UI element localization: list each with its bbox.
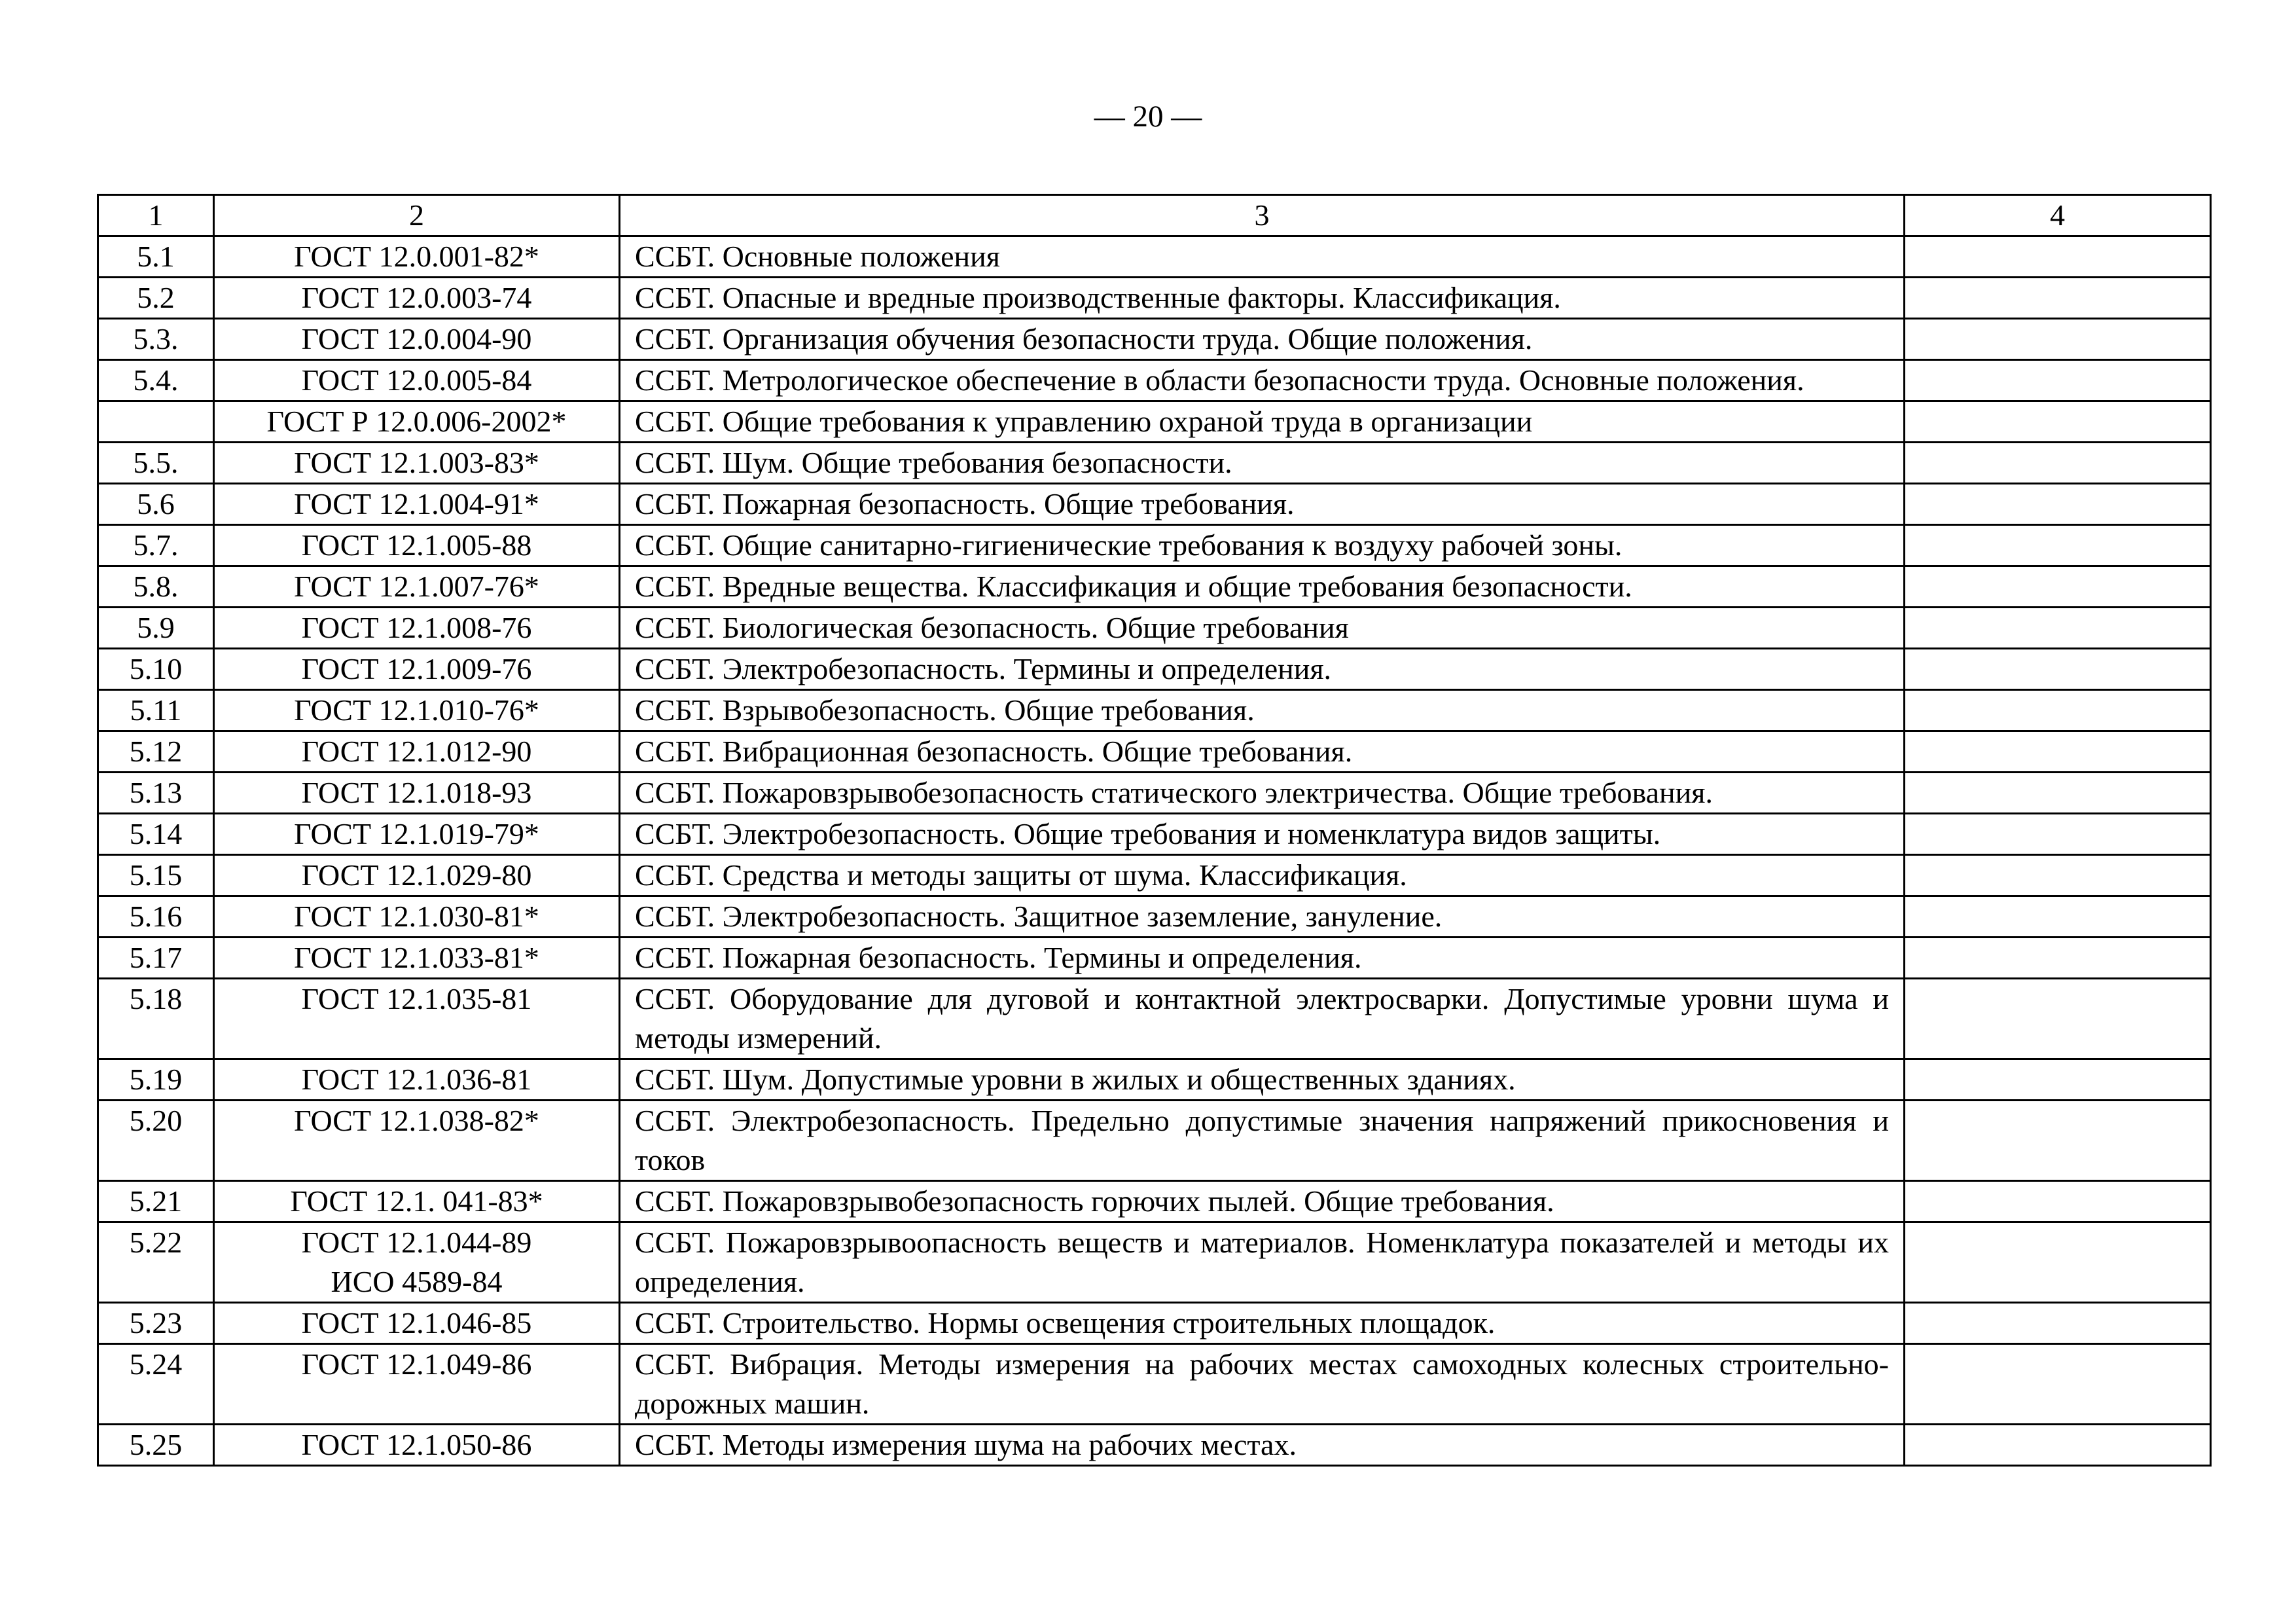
row-number: 5.2 [98, 278, 214, 319]
standard-code: ГОСТ 12.1.035-81 [301, 982, 532, 1015]
column-header-2: 2 [214, 195, 620, 236]
standard-code: ГОСТ 12.1.007-76* [294, 570, 539, 603]
standard-code-cell [214, 401, 620, 443]
standard-code-cell [214, 690, 620, 731]
column-header-1: 1 [98, 195, 214, 236]
standard-code-cell [214, 443, 620, 484]
note-cell [1905, 855, 2211, 896]
standard-title: ССБТ. Строительство. Нормы освещения строительных площадок. [620, 1303, 1905, 1344]
table-header-row [98, 195, 2211, 236]
standard-code-cell [214, 319, 620, 360]
standard-code: ГОСТ 12.1.005-88 [301, 528, 532, 562]
standard-code: ГОСТ 12.1.044-89 [301, 1226, 532, 1259]
table-row [98, 649, 2211, 690]
standard-code-cell [214, 855, 620, 896]
standard-title: ССБТ. Электробезопасность. Предельно допустимые значения напряжений прикосновения и токов [620, 1101, 1905, 1181]
row-number: 5.12 [98, 731, 214, 773]
column-header-3: 3 [620, 195, 1905, 236]
standard-code-cell [214, 814, 620, 855]
standard-code: ГОСТ 12.1.033-81* [294, 941, 539, 974]
standard-title: ССБТ. Оборудование для дуговой и контактной электросварки. Допустимые уровни шума и методы измерений. [620, 979, 1905, 1059]
row-number: 5.8. [98, 566, 214, 608]
row-number: 5.21 [98, 1181, 214, 1222]
standard-title: ССБТ. Взрывобезопасность. Общие требования. [620, 690, 1905, 731]
row-number: 5.18 [98, 979, 214, 1059]
standard-code-cell [214, 236, 620, 278]
row-number: 5.16 [98, 896, 214, 938]
standard-title: ССБТ. Биологическая безопасность. Общие требования [620, 608, 1905, 649]
table-row [98, 690, 2211, 731]
standard-code-cell [214, 1344, 620, 1425]
page-number: — 20 — [1094, 100, 1202, 134]
standard-code-cell [214, 525, 620, 566]
note-cell [1905, 979, 2211, 1059]
standard-title: ССБТ. Шум. Допустимые уровни в жилых и общественных зданиях. [620, 1059, 1905, 1101]
note-cell [1905, 1303, 2211, 1344]
note-cell [1905, 1101, 2211, 1181]
table-row [98, 979, 2211, 1059]
standards-table [97, 194, 2212, 1467]
standard-code: ГОСТ 12.0.004-90 [301, 322, 532, 356]
row-number [98, 401, 214, 443]
standard-title: ССБТ. Пожаровзрывобезопасность горючих пылей. Общие требования. [620, 1181, 1905, 1222]
note-cell [1905, 896, 2211, 938]
note-cell [1905, 731, 2211, 773]
table-row [98, 1181, 2211, 1222]
note-cell [1905, 814, 2211, 855]
table-row [98, 608, 2211, 649]
standard-code: ГОСТ 12.1.010-76* [294, 693, 539, 727]
standard-code-cell [214, 1181, 620, 1222]
standard-title: ССБТ. Электробезопасность. Общие требования и номенклатура видов защиты. [620, 814, 1905, 855]
standard-code: ГОСТ 12.0.003-74 [301, 281, 532, 314]
standard-code: ГОСТ 12.1.046-85 [301, 1306, 532, 1340]
standard-code: ГОСТ 12.1.004-91* [294, 487, 539, 520]
note-cell [1905, 1181, 2211, 1222]
standard-title: ССБТ. Вибрационная безопасность. Общие требования. [620, 731, 1905, 773]
standard-code-cell [214, 649, 620, 690]
standard-code: ГОСТ 12.1.038-82* [294, 1104, 539, 1137]
table-row [98, 566, 2211, 608]
row-number: 5.22 [98, 1222, 214, 1303]
standard-code-cell [214, 1101, 620, 1181]
standard-code-cell [214, 360, 620, 401]
note-cell [1905, 1222, 2211, 1303]
standard-code-cell [214, 566, 620, 608]
standard-code: ГОСТ Р 12.0.006-2002* [266, 405, 567, 438]
note-cell [1905, 401, 2211, 443]
note-cell [1905, 278, 2211, 319]
standard-title: ССБТ. Шум. Общие требования безопасности. [620, 443, 1905, 484]
standard-code: ГОСТ 12.1. 041-83* [290, 1184, 543, 1218]
table-row [98, 1344, 2211, 1425]
note-cell [1905, 525, 2211, 566]
table-row [98, 1101, 2211, 1181]
standard-code: ГОСТ 12.1.009-76 [301, 652, 532, 685]
standard-code-cell [214, 1059, 620, 1101]
row-number: 5.13 [98, 773, 214, 814]
standard-title: ССБТ. Вредные вещества. Классификация и общие требования безопасности. [620, 566, 1905, 608]
standard-code: ГОСТ 12.1.012-90 [301, 735, 532, 768]
standard-code: ГОСТ 12.0.005-84 [301, 363, 532, 397]
row-number: 5.1 [98, 236, 214, 278]
table-row [98, 401, 2211, 443]
standard-title: ССБТ. Электробезопасность. Термины и определения. [620, 649, 1905, 690]
row-number: 5.5. [98, 443, 214, 484]
table-row [98, 236, 2211, 278]
standard-code-cell [214, 1425, 620, 1466]
table-row [98, 731, 2211, 773]
standard-title: ССБТ. Общие санитарно-гигиенические требования к воздуху рабочей зоны. [620, 525, 1905, 566]
standard-code: ГОСТ 12.1.008-76 [301, 611, 532, 644]
row-number: 5.19 [98, 1059, 214, 1101]
standard-code-cell [214, 773, 620, 814]
note-cell [1905, 1059, 2211, 1101]
note-cell [1905, 649, 2211, 690]
table-row [98, 1222, 2211, 1303]
row-number: 5.14 [98, 814, 214, 855]
note-cell [1905, 608, 2211, 649]
table-row [98, 814, 2211, 855]
note-cell [1905, 690, 2211, 731]
standard-title: ССБТ. Основные положения [620, 236, 1905, 278]
standard-title: ССБТ. Метрологическое обеспечение в области безопасности труда. Основные положения. [620, 360, 1905, 401]
standard-code: ГОСТ 12.1.003-83* [294, 446, 539, 479]
standard-code-cell [214, 484, 620, 525]
row-number: 5.15 [98, 855, 214, 896]
table-row [98, 484, 2211, 525]
standard-code: ГОСТ 12.1.029-80 [301, 858, 532, 892]
table-row [98, 1059, 2211, 1101]
row-number: 5.24 [98, 1344, 214, 1425]
note-cell [1905, 319, 2211, 360]
standard-code-cell [214, 938, 620, 979]
table-row [98, 443, 2211, 484]
note-cell [1905, 484, 2211, 525]
note-cell [1905, 443, 2211, 484]
standard-code-cell [214, 278, 620, 319]
row-number: 5.9 [98, 608, 214, 649]
column-header-4: 4 [1905, 195, 2211, 236]
standard-code: ГОСТ 12.0.001-82* [294, 240, 539, 273]
standard-title: ССБТ. Общие требования к управлению охраной труда в организации [620, 401, 1905, 443]
row-number: 5.25 [98, 1425, 214, 1466]
note-cell [1905, 236, 2211, 278]
standard-code: ИСО 4589-84 [331, 1265, 503, 1298]
standard-title: ССБТ. Опасные и вредные производственные факторы. Классификация. [620, 278, 1905, 319]
note-cell [1905, 1425, 2211, 1466]
table-row [98, 1425, 2211, 1466]
standard-code: ГОСТ 12.1.036-81 [301, 1063, 532, 1096]
standard-code-cell [214, 896, 620, 938]
row-number: 5.3. [98, 319, 214, 360]
standard-code: ГОСТ 12.1.030-81* [294, 900, 539, 933]
standard-code: ГОСТ 12.1.019-79* [294, 817, 539, 850]
note-cell [1905, 566, 2211, 608]
row-number: 5.11 [98, 690, 214, 731]
row-number: 5.23 [98, 1303, 214, 1344]
table-row [98, 360, 2211, 401]
note-cell [1905, 773, 2211, 814]
standard-title: ССБТ. Средства и методы защиты от шума. Классификация. [620, 855, 1905, 896]
row-number: 5.6 [98, 484, 214, 525]
table-row [98, 525, 2211, 566]
standard-code: ГОСТ 12.1.049-86 [301, 1347, 532, 1381]
row-number: 5.4. [98, 360, 214, 401]
note-cell [1905, 938, 2211, 979]
standard-code-cell [214, 608, 620, 649]
table-row [98, 938, 2211, 979]
standard-title: ССБТ. Пожарная безопасность. Термины и определения. [620, 938, 1905, 979]
standard-code-cell [214, 979, 620, 1059]
standard-code-cell [214, 1303, 620, 1344]
standard-title: ССБТ. Вибрация. Методы измерения на рабочих местах самоходных колесных строительно-дорожных машин. [620, 1344, 1905, 1425]
note-cell [1905, 1344, 2211, 1425]
standard-title: ССБТ. Пожарная безопасность. Общие требования. [620, 484, 1905, 525]
table-row [98, 855, 2211, 896]
standard-title: ССБТ. Методы измерения шума на рабочих местах. [620, 1425, 1905, 1466]
standard-code-cell [214, 731, 620, 773]
table-row [98, 319, 2211, 360]
row-number: 5.17 [98, 938, 214, 979]
table-row [98, 773, 2211, 814]
standard-title: ССБТ. Электробезопасность. Защитное заземление, зануление. [620, 896, 1905, 938]
row-number: 5.20 [98, 1101, 214, 1181]
standard-title: ССБТ. Пожаровзрывобезопасность статического электричества. Общие требования. [620, 773, 1905, 814]
standard-code-cell [214, 1222, 620, 1303]
table-row [98, 896, 2211, 938]
row-number: 5.10 [98, 649, 214, 690]
table-row [98, 1303, 2211, 1344]
note-cell [1905, 360, 2211, 401]
table-row [98, 278, 2211, 319]
standard-code: ГОСТ 12.1.018-93 [301, 776, 532, 809]
standard-code: ГОСТ 12.1.050-86 [301, 1428, 532, 1461]
standard-title: ССБТ. Пожаровзрывоопасность веществ и материалов. Номенклатура показателей и методы их определения. [620, 1222, 1905, 1303]
standard-title: ССБТ. Организация обучения безопасности труда. Общие положения. [620, 319, 1905, 360]
row-number: 5.7. [98, 525, 214, 566]
